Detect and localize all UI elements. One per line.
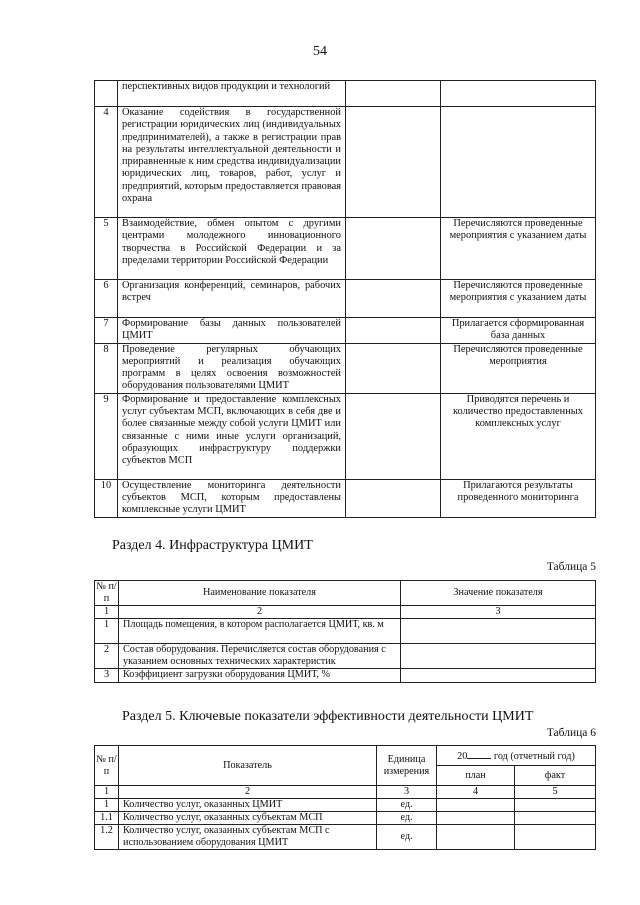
index-cell: 5 [515,786,596,799]
year-blank-line [467,748,491,759]
row-plan [437,812,515,825]
row-number: 8 [95,343,118,393]
row-unit: ед. [377,799,437,812]
table-row [95,799,596,812]
row-number: 1 [95,799,119,812]
table-row [95,393,596,479]
index-cell: 1 [95,606,119,619]
row-description: Формирование базы данных пользователей ЦМИТ [118,318,346,344]
infrastructure-table [94,580,596,683]
section4-title: Раздел 4. Инфраструктура ЦМИТ [112,538,313,553]
header-year [437,746,596,766]
row-description: Оказание содействия в государственной регистрации юридических лиц (индивидуальных предпринимателей), а также в регистрации прав на результаты интеллектуальной деятельности и приравненные к ним средства индивидуализации юридических лиц, товаров, работ, услуг и предприятий, которым предоставляется правовая охрана [118,107,346,218]
row-empty-cell [346,343,441,393]
year-suffix: год (отчетный год) [493,751,575,762]
row-name: Коэффициент загрузки оборудования ЦМИТ, % [119,669,401,683]
row-name: Количество услуг, оказанных ЦМИТ [119,799,377,812]
row-number: 1 [95,619,119,644]
table-row [95,619,596,644]
row-result: Прилагается сформированная база данных [441,318,596,344]
index-cell: 2 [119,606,401,619]
row-result [441,107,596,218]
index-cell: 4 [437,786,515,799]
row-result: Приводятся перечень и количество предоставленных комплексных услуг [441,393,596,479]
row-value [401,669,596,683]
header-unit: Единица измерения [377,746,437,786]
row-plan [437,825,515,850]
index-cell: 3 [377,786,437,799]
row-number [95,81,118,107]
activities-table [94,80,596,518]
row-number: 1.2 [95,825,119,850]
row-result: Прилагаются результаты проведенного мониторинга [441,479,596,517]
section5-title: Раздел 5. Ключевые показатели эффективности деятельности ЦМИТ [122,709,534,724]
table-row [95,669,596,683]
row-value [401,619,596,644]
row-number: 9 [95,393,118,479]
header-indicator: Показатель [119,746,377,786]
index-cell: 2 [119,786,377,799]
row-name: Площадь помещения, в котором располагается ЦМИТ, кв. м [119,619,401,644]
row-unit: ед. [377,812,437,825]
table-row [95,343,596,393]
row-fact [515,799,596,812]
table-row [95,812,596,825]
table6-caption: Таблица 6 [546,727,596,739]
header-value: Значение показателя [401,581,596,606]
row-fact [515,812,596,825]
table-header-row [95,746,596,766]
table-row [95,479,596,517]
header-num: № п/п [96,581,117,604]
index-cell: 3 [401,606,596,619]
row-number: 1.1 [95,812,119,825]
row-value [401,644,596,669]
table-row [95,218,596,280]
row-number: 2 [95,644,119,669]
year-prefix: 20 [457,751,468,762]
row-empty-cell [346,479,441,517]
row-plan [437,799,515,812]
header-plan: план [437,766,515,786]
row-number: 5 [95,218,118,280]
row-unit: ед. [377,825,437,850]
row-number: 6 [95,280,118,318]
row-number: 7 [95,318,118,344]
row-number: 4 [95,107,118,218]
row-result: Перечисляются проведенные мероприятия [441,343,596,393]
index-cell: 1 [95,786,119,799]
table-row [95,107,596,218]
row-description: Формирование и предоставление комплексных услуг субъектам МСП, включающих в себя две и более связанные между собой услуги ЦМИТ или связанные с ними иные услуги организаций, образующих инфраструктуру поддержки субъектов МСП [118,393,346,479]
table-row [95,280,596,318]
table5-caption: Таблица 5 [546,561,596,573]
table-row [95,644,596,669]
row-fact [515,825,596,850]
row-result: Перечисляются проведенные мероприятия с указанием даты [441,218,596,280]
row-empty-cell [346,393,441,479]
row-empty-cell [346,81,441,107]
page-number: 54 [313,44,327,59]
row-name: Количество услуг, оказанных субъектам МСП [119,812,377,825]
row-empty-cell [346,107,441,218]
table-row [95,81,596,107]
row-description: Взаимодействие, обмен опытом с другими центрами молодежного инновационного творчества в Российской Федерации и за пределами территории Российской Федерации [118,218,346,280]
kpi-table [94,745,596,850]
row-result: Перечисляются проведенные мероприятия с указанием даты [441,280,596,318]
row-name: Состав оборудования. Перечисляется состав оборудования с указанием основных технических характеристик [119,644,401,669]
row-description: перспективных видов продукции и технологий [118,81,346,107]
row-result [441,81,596,107]
row-description: Осуществление мониторинга деятельности субъектов МСП, которым предоставлены комплексные услуги ЦМИТ [118,479,346,517]
header-fact: факт [515,766,596,786]
index-row [95,786,596,799]
row-empty-cell [346,318,441,344]
row-name: Количество услуг, оказанных субъектам МСП с использованием оборудования ЦМИТ [119,825,377,850]
table-row [95,318,596,344]
row-description: Проведение регулярных обучающих мероприятий и реализация обучающих программ в целях освоения возможностей оборудования пользователями ЦМИТ [118,343,346,393]
row-empty-cell [346,218,441,280]
header-name: Наименование показателя [119,581,401,606]
row-description: Организация конференций, семинаров, рабочих встреч [118,280,346,318]
table-row [95,825,596,850]
row-empty-cell [346,280,441,318]
table-header-row [95,581,596,606]
header-num: № п/п [95,746,119,786]
index-row [95,606,596,619]
row-number: 3 [95,669,119,683]
row-number: 10 [95,479,118,517]
